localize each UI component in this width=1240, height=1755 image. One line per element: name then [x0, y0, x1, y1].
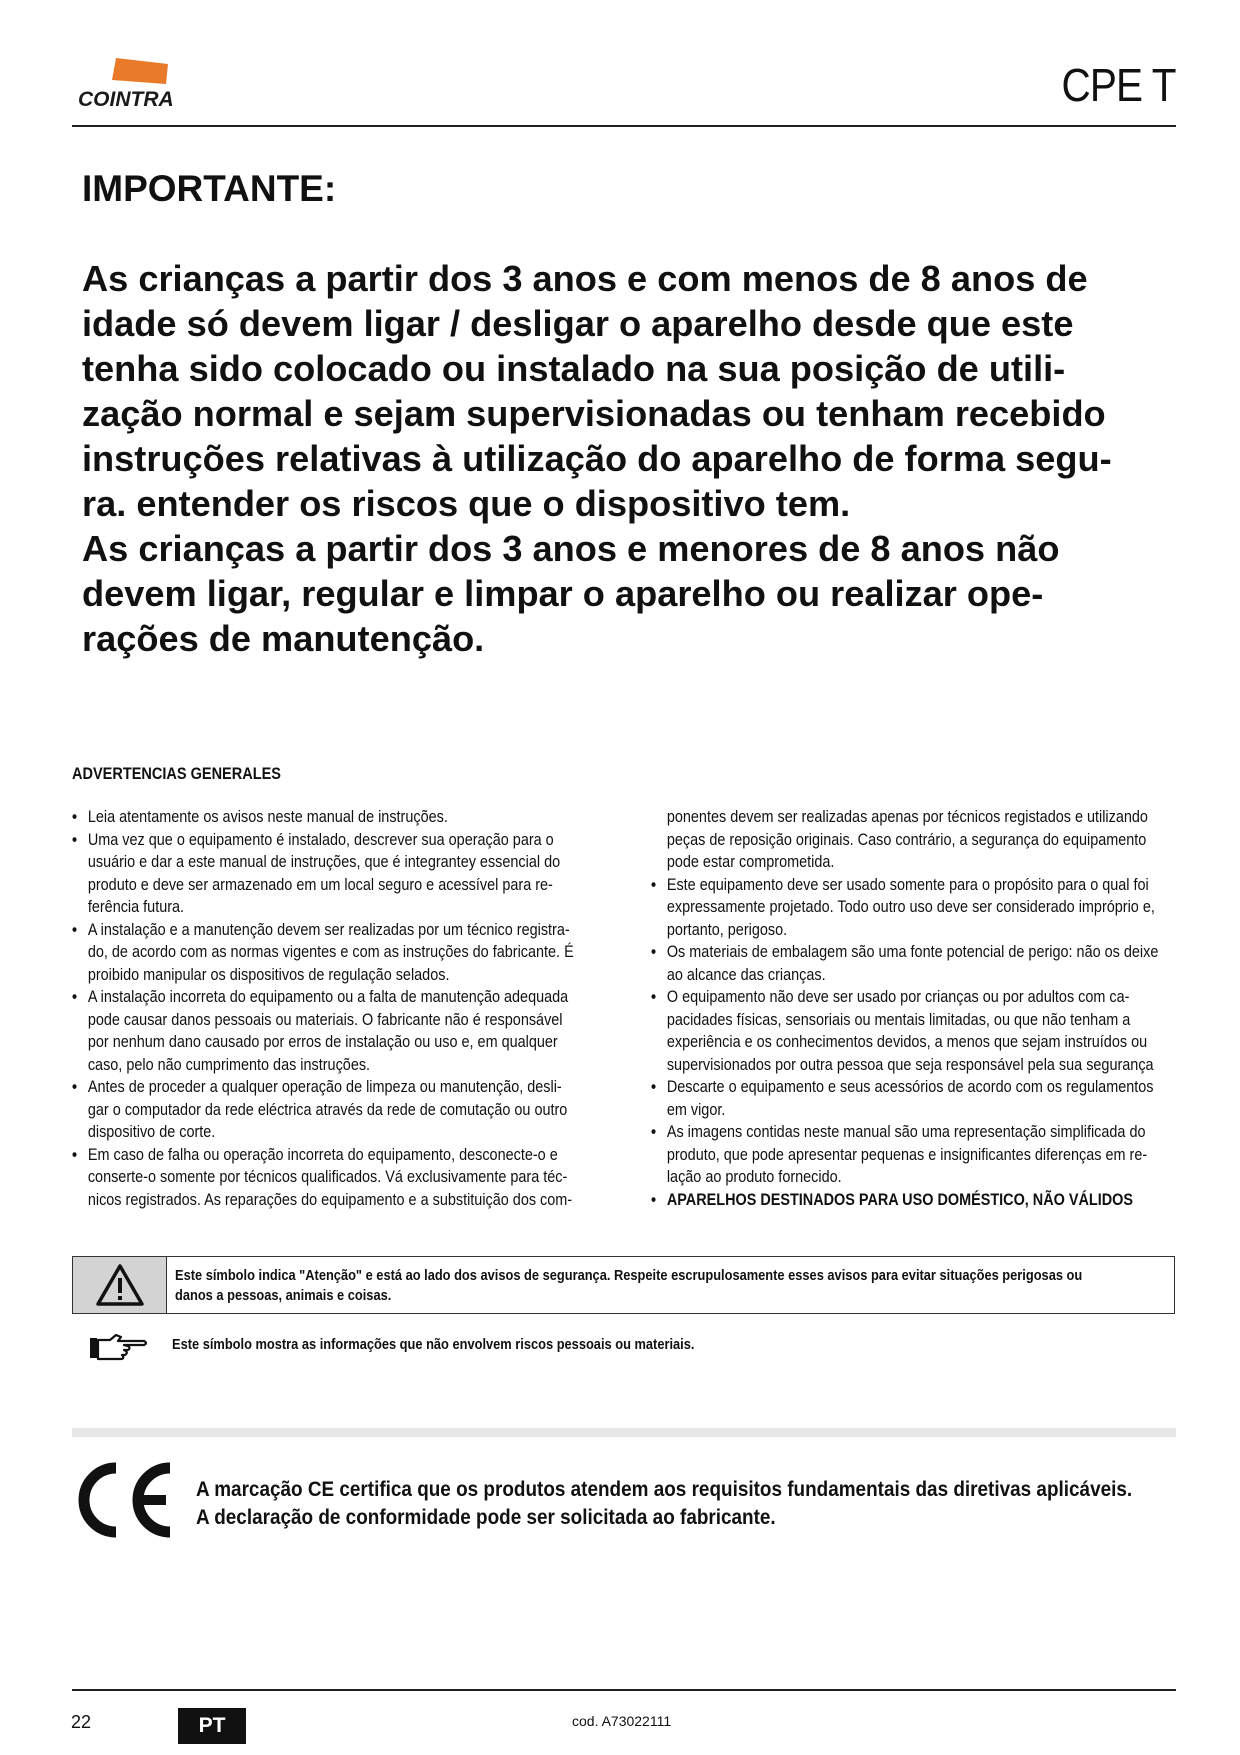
warning-line: nicos registrados. As reparações do equipamento e a substituição dos com- — [87, 1190, 573, 1209]
warning-line: pode estar comprometida. — [666, 853, 835, 871]
warning-item — [651, 986, 1190, 1076]
header-divider — [72, 125, 1176, 127]
warning-item — [651, 1076, 1190, 1121]
warning-line: do, de acordo com as normas vigentes e com as instruções do fabricante. É — [87, 943, 574, 961]
important-line: tenha sido colocado ou instalado na sua posição de utili- — [82, 348, 1066, 389]
warning-item — [72, 806, 611, 829]
product-title: CPE T — [1061, 59, 1176, 111]
warning-line: pacidades físicas, sensoriais ou mentais limitadas, ou que não tenham a — [666, 1010, 1131, 1029]
warning-triangle-icon — [95, 1263, 145, 1307]
page-number: 22 — [71, 1712, 92, 1732]
attention-line: danos a pessoas, animais e coisas. — [175, 1288, 392, 1304]
important-line: rações de manutenção. — [82, 618, 485, 659]
important-line: As crianças a partir dos 3 anos e menores de 8 anos não — [82, 528, 1060, 569]
ce-line: A marcação CE certifica que os produtos atendem aos requisitos fundamentais das diretivas aplicáveis. — [196, 1477, 1133, 1501]
important-body — [82, 256, 1182, 661]
warning-line: pode causar danos pessoais ou materiais. O fabricante não é responsável — [87, 1010, 563, 1029]
warning-continuation — [651, 806, 1190, 874]
warnings-right-column — [651, 806, 1190, 1211]
document-code: cod. A73022111 — [572, 1713, 672, 1729]
attention-line: Este símbolo indica "Atenção" e está ao lado dos avisos de segurança. Respeite escrupulosamente esses avisos para evitar situações perigosas ou — [175, 1268, 1083, 1284]
ce-statement — [196, 1475, 1132, 1531]
logo-wordmark: COINTRA — [78, 88, 174, 111]
warning-item — [72, 1144, 611, 1212]
warning-line: ferência futura. — [87, 898, 185, 916]
warnings-left-column — [72, 806, 611, 1211]
warning-line: em vigor. — [666, 1100, 726, 1119]
important-line: devem ligar, regular e limpar o aparelho ou realizar ope- — [82, 573, 1044, 614]
warning-item — [651, 874, 1190, 942]
important-line: zação normal e sejam supervisionadas ou tenham recebido — [82, 393, 1106, 434]
warning-line: proibido manipular os dispositivos de regulação selados. — [87, 965, 450, 984]
cointra-logo — [76, 54, 176, 114]
warnings-heading: ADVERTENCIAS GENERALES — [72, 765, 281, 783]
language-badge: PT — [178, 1708, 246, 1744]
warning-line: Este equipamento deve ser usado somente para o propósito para o qual foi — [666, 875, 1149, 894]
warning-line: experiência e os conhecimentos devidos, a menos que sejam instruídos ou — [666, 1033, 1148, 1051]
warning-item — [72, 1076, 611, 1144]
warning-line: O equipamento não deve ser usado por crianças ou por adultos com ca- — [666, 988, 1130, 1006]
warning-line: A instalação e a manutenção devem ser realizadas por um técnico registra- — [87, 920, 570, 939]
info-symbol-text: Este símbolo mostra as informações que não envolvem riscos pessoais ou materiais. — [172, 1337, 695, 1353]
warning-line: expressamente projetado. Todo outro uso deve ser considerado impróprio e, — [666, 898, 1155, 916]
attention-icon-cell — [73, 1257, 167, 1313]
important-paragraph-1 — [82, 256, 1182, 526]
warning-item — [72, 919, 611, 987]
warning-line: Descarte o equipamento e seus acessórios de acordo com os regulamentos — [666, 1078, 1154, 1096]
warning-line: A instalação incorreta do equipamento ou a falta de manutenção adequada — [87, 988, 569, 1006]
pointing-hand-icon — [88, 1332, 150, 1367]
important-line: ra. entender os riscos que o dispositivo tem. — [82, 483, 851, 524]
warning-item — [651, 1121, 1190, 1189]
attention-box — [72, 1256, 1175, 1314]
warning-line: gar o computador da rede eléctrica através da rede de comutação ou outro — [87, 1100, 568, 1119]
warning-line: conserte-o somente por técnicos qualificados. Vá exclusivamente para téc- — [87, 1168, 568, 1186]
warning-line: usuário e dar a este manual de instruções, que é integrantey essencial do — [87, 853, 561, 871]
warning-item-domestic-use: • APARELHOS DESTINADOS PARA USO DOMÉSTICO, NÃO VÁLIDOS — [651, 1189, 1190, 1212]
warning-line: Leia atentamente os avisos neste manual de instruções. — [87, 808, 448, 826]
warning-line: por nenhum dano causado por erros de instalação ou uso e, em qualquer — [87, 1033, 558, 1051]
ce-line: A declaração de conformidade pode ser solicitada ao fabricante. — [196, 1505, 776, 1529]
attention-text — [175, 1266, 1178, 1306]
warning-line: Antes de proceder a qualquer operação de limpeza ou manutenção, desli- — [87, 1078, 562, 1096]
warning-line: Os materiais de embalagem são uma fonte potencial de perigo: não os deixe — [666, 943, 1159, 961]
warning-line: caso, pelo não cumprimento das instruções. — [87, 1055, 371, 1074]
warning-line: dispositivo de corte. — [87, 1123, 216, 1141]
warning-line: portanto, perigoso. — [666, 920, 788, 939]
warning-line: As imagens contidas neste manual são uma representação simplificada do — [666, 1123, 1146, 1141]
warning-line: lação ao produto fornecido. — [666, 1168, 842, 1186]
warning-item — [651, 941, 1190, 986]
warning-item — [72, 829, 611, 919]
important-title: IMPORTANTE: — [82, 168, 337, 209]
important-line: instruções relativas à utilização do aparelho de forma segu- — [82, 438, 1112, 479]
important-paragraph-2 — [82, 526, 1182, 661]
footer-divider — [72, 1689, 1176, 1691]
section-separator — [72, 1428, 1176, 1437]
warning-line: ponentes devem ser realizadas apenas por técnicos registados e utilizando — [666, 808, 1148, 826]
warning-item — [72, 986, 611, 1076]
warning-line: produto, que pode apresentar pequenas e insignificantes diferenças em re- — [666, 1145, 1148, 1164]
warning-line: ao alcance das crianças. — [666, 965, 826, 984]
warning-line: produto e deve ser armazenado em um local seguro e acessível para re- — [87, 875, 553, 894]
ce-mark-icon — [72, 1462, 174, 1543]
warning-line: Em caso de falha ou operação incorreta do equipamento, desconecte-o e — [87, 1145, 558, 1164]
warning-line: Uma vez que o equipamento é instalado, descrever sua operação para o — [87, 830, 554, 849]
warning-line: supervisionados por outra pessoa que seja responsável pela sua segurança — [666, 1055, 1154, 1074]
important-line: As crianças a partir dos 3 anos e com menos de 8 anos de — [82, 258, 1088, 299]
warning-line: peças de reposição originais. Caso contrário, a segurança do equipamento — [666, 830, 1147, 849]
important-line: idade só devem ligar / desligar o aparelho desde que este — [82, 303, 1074, 344]
